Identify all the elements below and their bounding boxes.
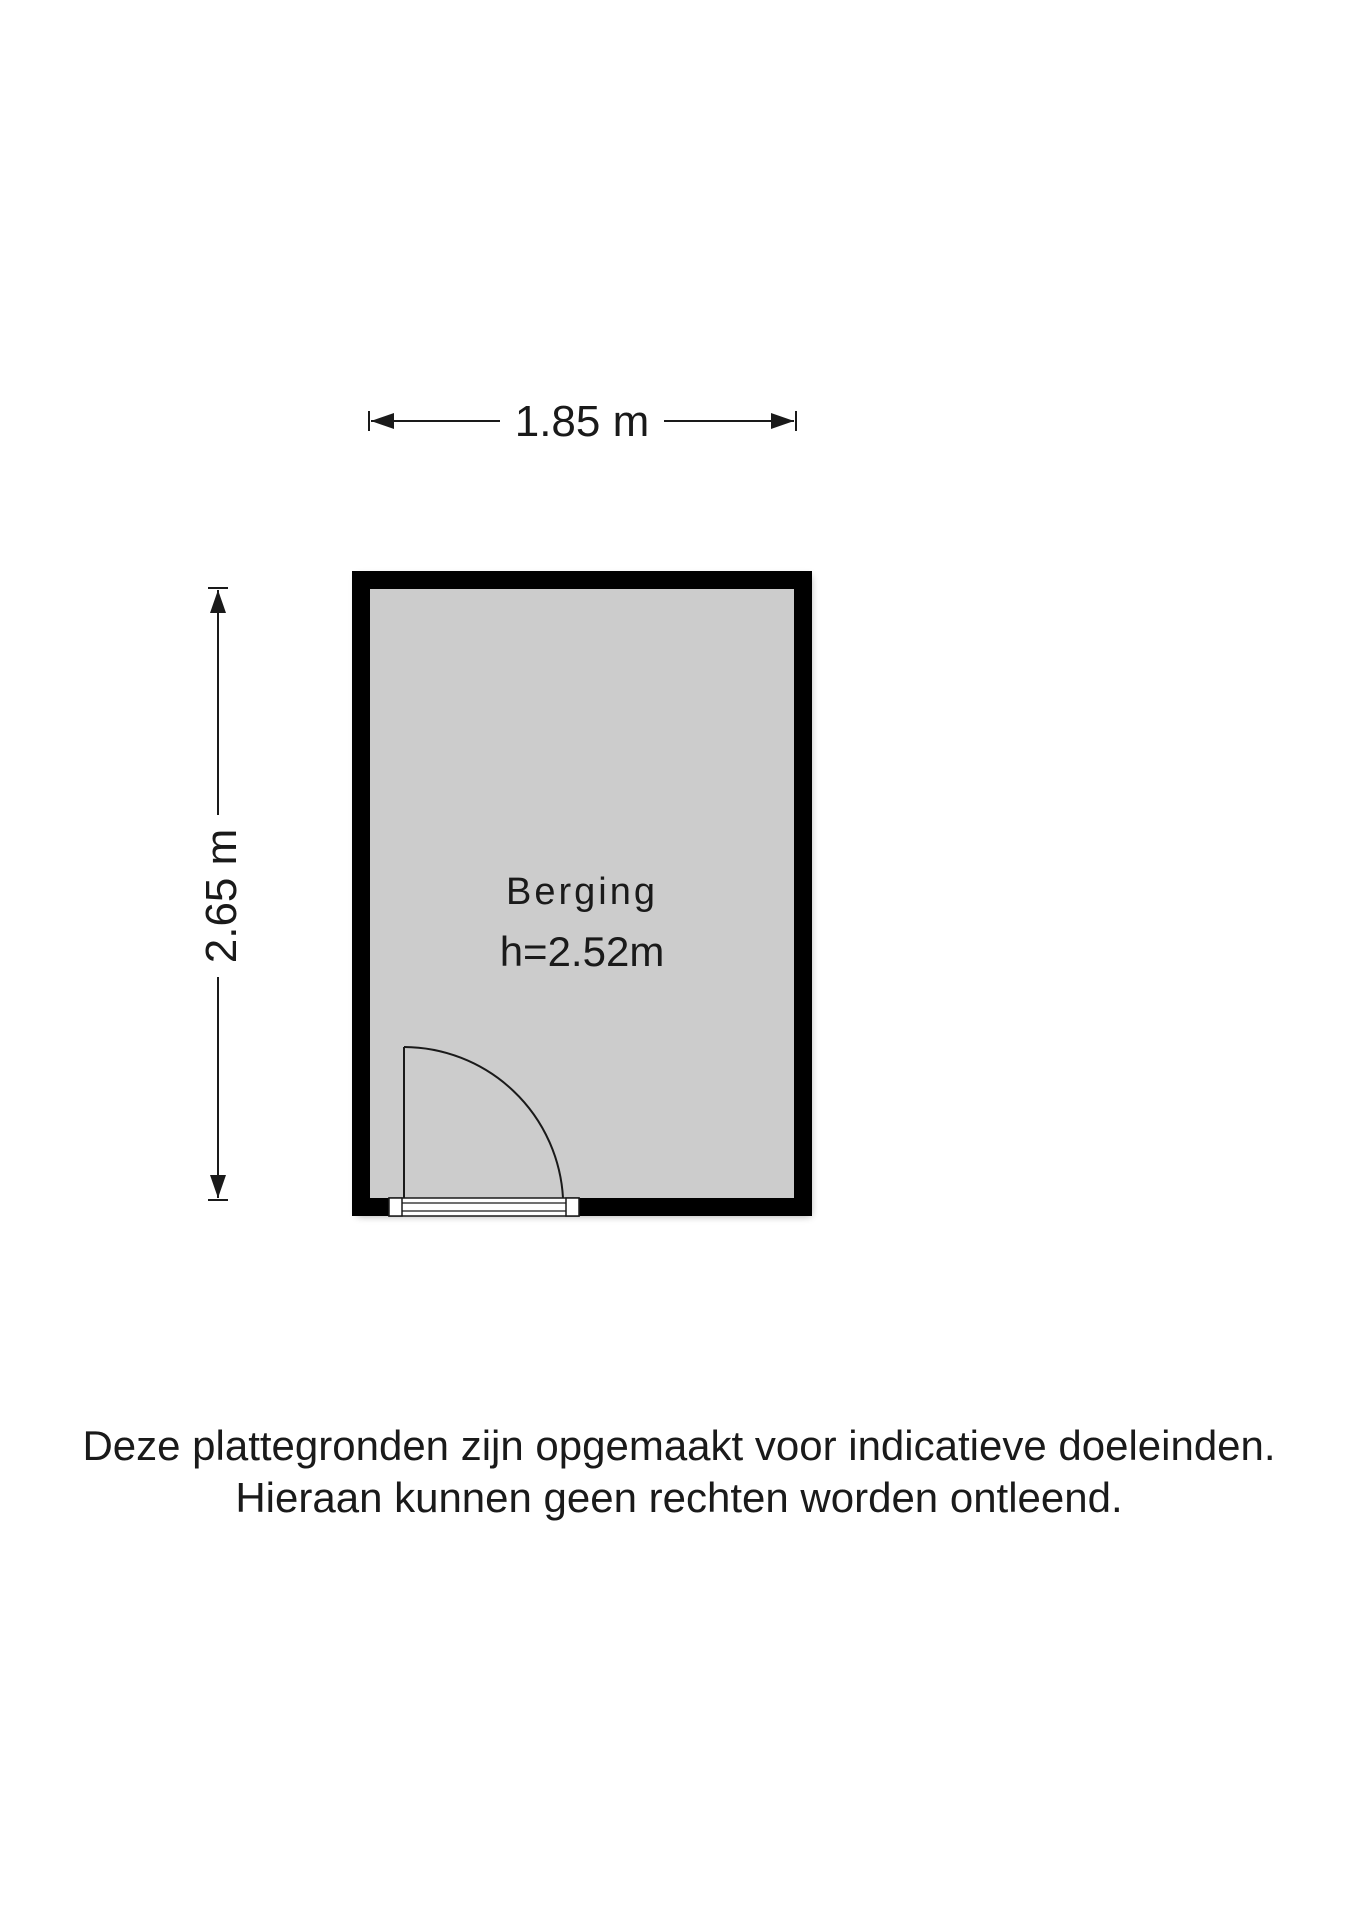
length-dimension-arrow-top xyxy=(210,590,226,613)
width-dimension-label: 1.85 m xyxy=(514,397,650,446)
disclaimer-line-2: Hieraan kunnen geen rechten worden ontleend. xyxy=(235,1474,1123,1521)
disclaimer xyxy=(0,1420,1358,1524)
length-dimension-arrow-bottom xyxy=(210,1175,226,1198)
width-dimension-arrow-left xyxy=(371,413,394,429)
width-dimension xyxy=(369,397,796,446)
width-dimension-arrow-right xyxy=(771,413,794,429)
room-height: h=2.52m xyxy=(499,928,665,975)
room-berging xyxy=(352,571,812,1216)
length-dimension-label: 2.65 m xyxy=(197,828,246,964)
door-threshold xyxy=(389,1198,579,1216)
room-name: Berging xyxy=(506,871,658,913)
disclaimer-line-1: Deze plattegronden zijn opgemaakt voor indicatieve doeleinden. xyxy=(82,1422,1276,1469)
door-jamb-right xyxy=(566,1198,579,1216)
door-jamb-left xyxy=(389,1198,402,1216)
length-dimension xyxy=(197,588,246,1200)
